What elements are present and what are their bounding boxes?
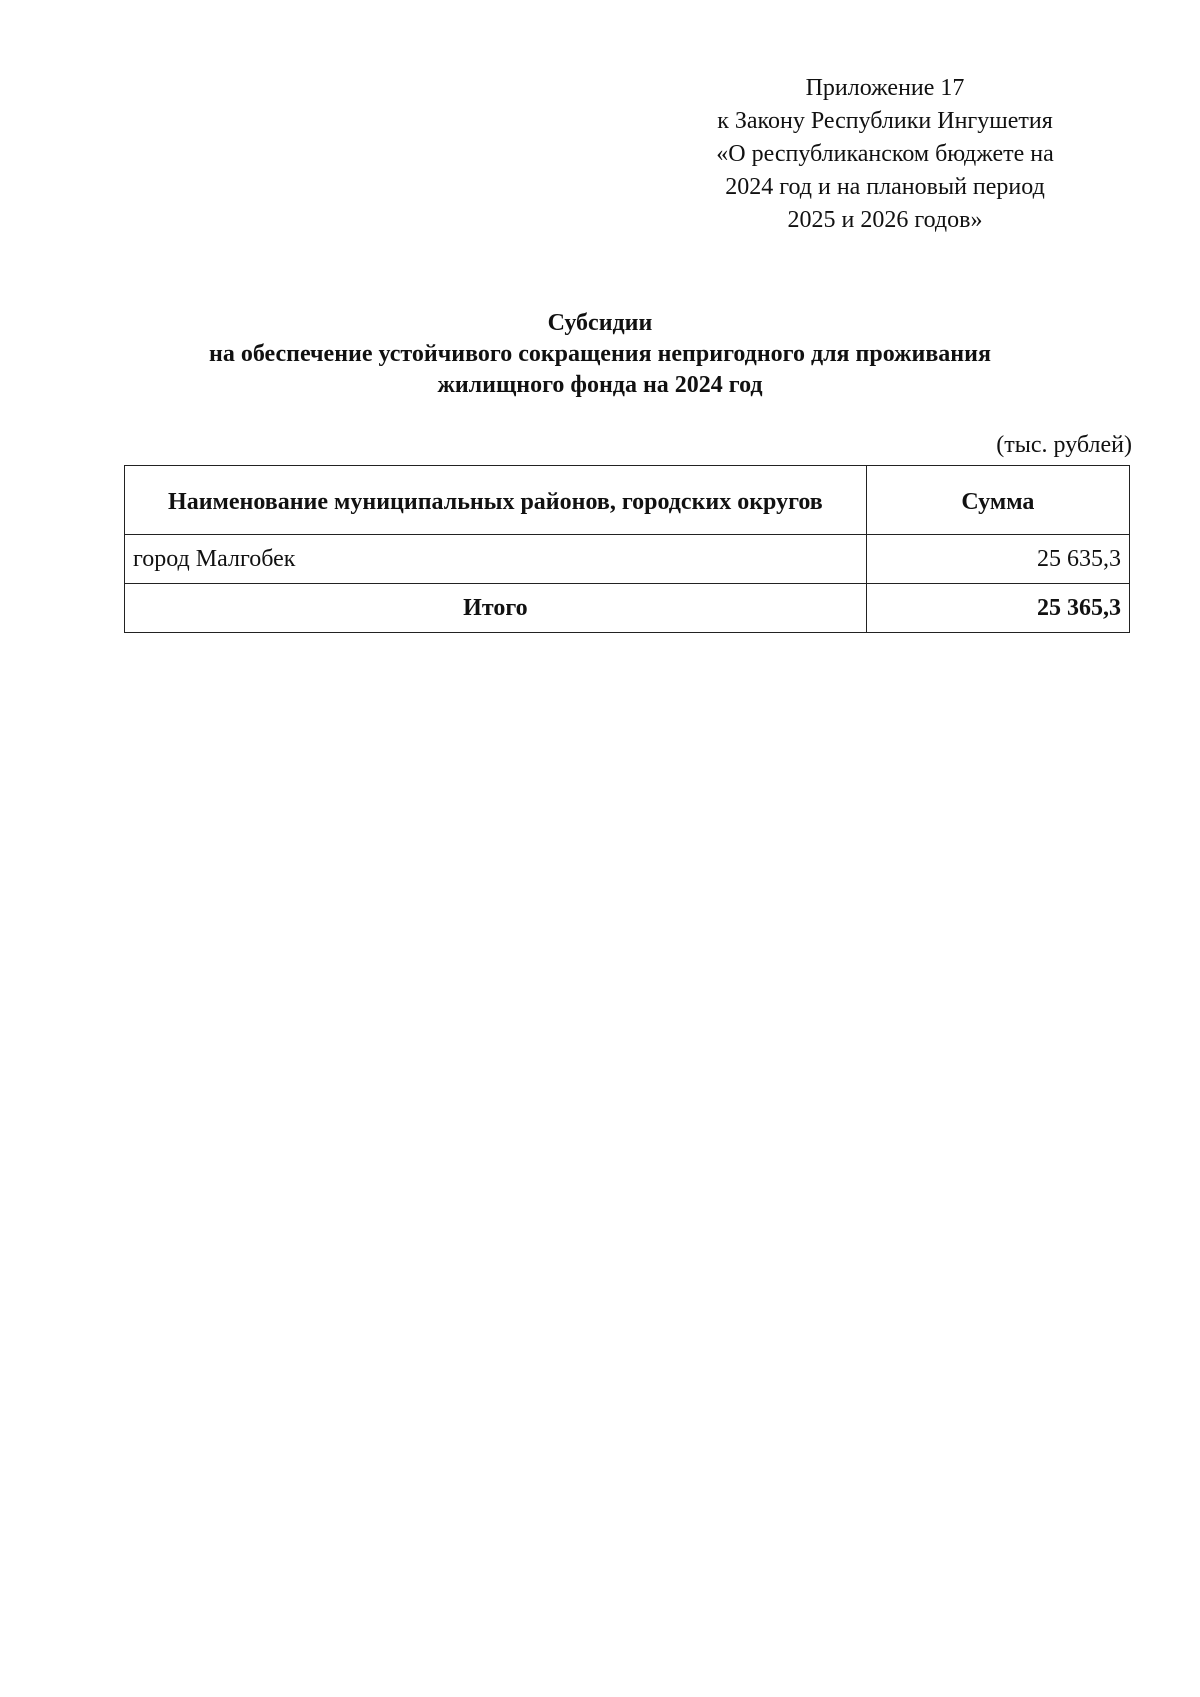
- total-sum: 25 365,3: [866, 584, 1129, 633]
- units-label: (тыс. рублей): [996, 432, 1132, 458]
- annex-line-3: «О республиканском бюджете на: [716, 141, 1054, 167]
- annex-line-4: 2024 год и на плановый период: [725, 174, 1045, 200]
- title-line-1: Субсидии: [547, 310, 653, 336]
- annex-line-5: 2025 и 2026 годов»: [787, 207, 983, 233]
- annex-line-1: Приложение 17: [805, 75, 965, 101]
- annex-line-2: к Закону Республики Ингушетия: [717, 108, 1053, 134]
- document-title: [100, 308, 1100, 401]
- total-row: [125, 584, 1130, 633]
- table-row: [125, 535, 1130, 584]
- row-name: город Малгобек: [125, 535, 867, 584]
- subsidy-table: [124, 465, 1130, 633]
- title-line-3: жилищного фонда на 2024 год: [437, 372, 763, 398]
- annex-header: [665, 72, 1105, 237]
- total-label: Итого: [125, 584, 867, 633]
- table-header-row: [125, 466, 1130, 535]
- title-line-2: на обеспечение устойчивого сокращения непригодного для проживания: [209, 341, 991, 367]
- header-name: Наименование муниципальных районов, городских округов: [125, 466, 867, 535]
- row-sum: 25 635,3: [866, 535, 1129, 584]
- header-sum: Сумма: [866, 466, 1129, 535]
